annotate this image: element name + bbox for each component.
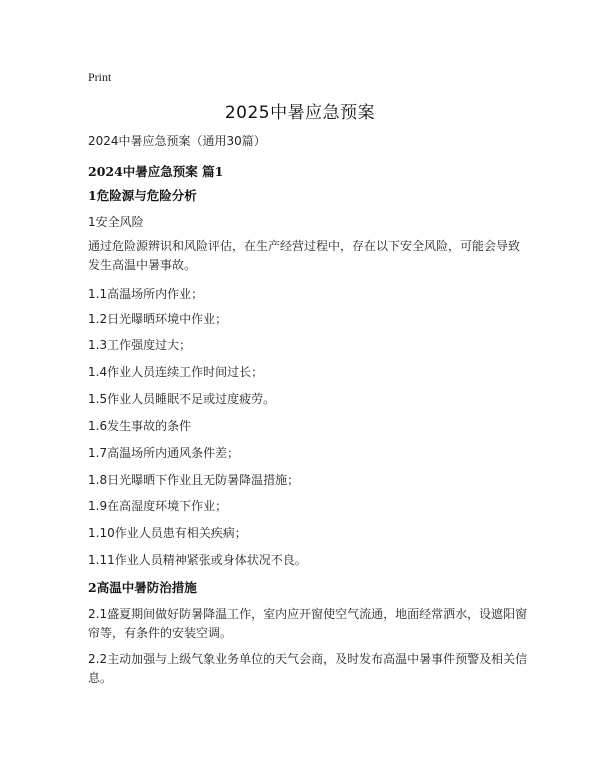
part2-heading: 2高温中暑防治措施 bbox=[88, 580, 197, 595]
document-title: 2025中暑应急预案 bbox=[224, 103, 376, 123]
risk-item: 1.5作业人员睡眠不足或过度疲劳。 bbox=[88, 392, 276, 406]
part1-subheading: 1安全风险 bbox=[88, 215, 144, 229]
risk-item: 1.10作业人员患有相关疾病； bbox=[88, 526, 247, 540]
document-subtitle: 2024中暑应急预案（通用30篇） bbox=[88, 134, 266, 148]
section-heading: 2024中暑应急预案 篇1 bbox=[88, 164, 224, 179]
risk-item: 1.6发生事故的条件 bbox=[88, 419, 192, 433]
measure-item: 2.1盛夏期间做好防暑降温工作，室内应开窗使空气流通，地面经常洒水，设遮阳窗帘等，有条件的安装空调。 bbox=[88, 607, 528, 640]
risk-item: 1.11作业人员精神紧张或身体状况不良。 bbox=[88, 553, 307, 567]
risk-item: 1.9在高湿度环境下作业； bbox=[88, 499, 228, 513]
part1-heading: 1危险源与危险分析 bbox=[88, 188, 197, 203]
risk-item: 1.1高温场所内作业； bbox=[88, 287, 204, 301]
risk-item: 1.8日光曝晒下作业且无防暑降温措施； bbox=[88, 473, 300, 487]
print-label: Print bbox=[88, 70, 112, 84]
measure-item: 2.2主动加强与上级气象业务单位的天气会商，及时发布高温中暑事件预警及相关信息。 bbox=[88, 652, 528, 685]
risk-item: 1.2日光曝晒环境中作业； bbox=[88, 312, 228, 326]
intro-paragraph: 通过危险源辨识和风险评估，在生产经营过程中，存在以下安全风险，可能会导致发生高温中暑事故。 bbox=[88, 239, 521, 272]
risk-item: 1.4作业人员连续工作时间过长； bbox=[88, 365, 264, 379]
risk-item: 1.7高温场所内通风条件差； bbox=[88, 446, 240, 460]
risk-item: 1.3工作强度过大； bbox=[88, 338, 192, 352]
